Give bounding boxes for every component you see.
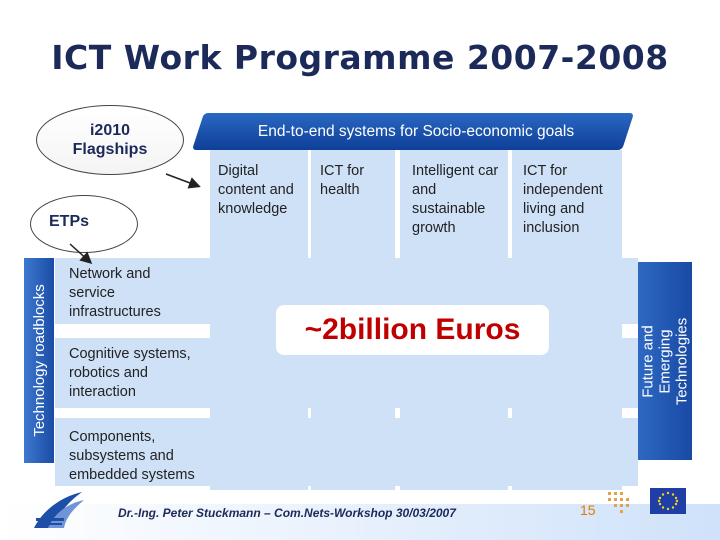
budget-label: ~2billion Euros — [304, 313, 521, 346]
technology-roadblocks-label: Technology roadblocks — [30, 284, 48, 437]
fp7-logo — [4, 488, 104, 532]
footer-text: Dr.-Ing. Peter Stuckmann – Com.Nets-Workshop 30/03/2007 — [118, 506, 456, 520]
column-label-independent-living: ICT for independent living and inclusion — [523, 163, 603, 236]
fet-label: Future and Emerging Technologies — [639, 317, 691, 405]
row-label-components: Components, subsystems and embedded systems — [69, 429, 195, 483]
budget-box — [276, 305, 549, 355]
column-label-ict-health: ICT for health — [320, 163, 365, 198]
banner-label: End-to-end systems for Socio-economic goals — [257, 123, 575, 140]
flagships-label: i2010 Flagships — [72, 122, 148, 158]
technology-roadblocks-label-wrap — [24, 258, 54, 463]
column-label-digital-content: Digital content and knowledge — [218, 163, 294, 217]
fet-label-wrap — [638, 262, 692, 460]
eu-flag-icon — [650, 488, 686, 514]
page-number: 15 — [580, 502, 596, 518]
dots-decoration-icon — [606, 490, 636, 516]
etps-label: ETPs — [49, 213, 90, 230]
row-label-cognitive: Cognitive systems, robotics and interaction — [69, 346, 191, 400]
page-title: ICT Work Programme 2007-2008 — [51, 38, 669, 77]
column-label-intelligent-car: Intelligent car and sustainable growth — [412, 163, 499, 236]
row-label-network: Network and service infrastructures — [69, 266, 161, 320]
